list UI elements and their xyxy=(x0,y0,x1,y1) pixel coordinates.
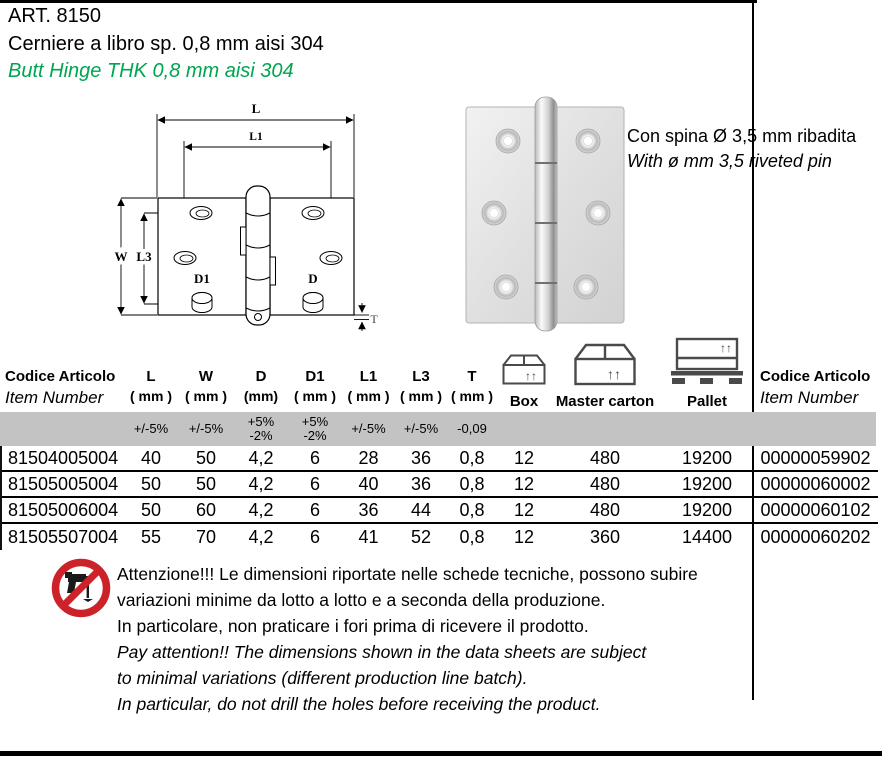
table-cell: 36 xyxy=(358,500,379,520)
table-cell: 0,8 xyxy=(459,448,485,468)
table-cell: 00000060102 xyxy=(760,500,871,520)
table-cell: 360 xyxy=(589,527,621,547)
table-cell: 81505005004 xyxy=(8,474,119,494)
table-cell: 36 xyxy=(410,448,432,468)
table-cell: 70 xyxy=(195,527,217,547)
table-cell: 40 xyxy=(358,474,379,494)
table-cell: 28 xyxy=(358,448,379,468)
item-number-header-left: Codice Articolo Item Number xyxy=(5,368,116,407)
table-cell: 6 xyxy=(309,527,320,547)
tolerance-L: +/-5% xyxy=(133,421,169,436)
warning-it-1: Attenzione!!! Le dimensioni riportate nelle schede tecniche, possono subire xyxy=(117,564,698,584)
pin-note-italian: Con spina Ø 3,5 mm ribadita xyxy=(627,126,857,146)
table-cell: 81504005004 xyxy=(8,448,119,468)
dim-label-L3: L3 xyxy=(136,249,152,264)
table-header-row xyxy=(0,341,882,411)
table-cell: 41 xyxy=(358,527,379,547)
table-cell: 0,8 xyxy=(459,500,485,520)
col-header-pallet: ↑↑ Pallet xyxy=(659,364,755,411)
table-cell: 44 xyxy=(410,500,432,520)
svg-text:↑↑: ↑↑ xyxy=(720,341,732,355)
table-cell: 4,2 xyxy=(248,474,274,494)
page-header xyxy=(8,3,324,86)
table-cell: 6 xyxy=(309,448,320,468)
pin-note-english: With ø mm 3,5 riveted pin xyxy=(627,151,832,171)
table-cell: 6 xyxy=(309,474,320,494)
tolerance-L3: +/-5% xyxy=(403,421,439,436)
table-cell: 50 xyxy=(140,474,162,494)
warning-it-2: variazioni minime da lotto a lotto e a seconda della produzione. xyxy=(117,590,606,610)
title-english: Butt Hinge THK 0,8 mm aisi 304 xyxy=(8,60,294,82)
table-cell: 19200 xyxy=(681,500,733,520)
table-cell: 19200 xyxy=(681,474,733,494)
dim-label-L1: L1 xyxy=(249,131,263,143)
bottom-border-rule xyxy=(0,751,882,756)
table-cell: 00000060202 xyxy=(760,527,871,547)
dim-label-D1: D1 xyxy=(194,271,210,286)
tolerance-D1: +5% -2% xyxy=(301,414,329,443)
table-cell: 50 xyxy=(140,500,162,520)
dim-label-L: L xyxy=(251,101,261,116)
right-border-rule xyxy=(752,0,754,700)
col-header-D1: D1 ( mm ) xyxy=(294,368,336,404)
table-cell: 12 xyxy=(513,448,535,468)
product-photo xyxy=(456,95,634,333)
dim-label-D: D xyxy=(308,271,318,286)
table-row xyxy=(2,446,878,472)
title-italian: Cerniere a libro sp. 0,8 mm aisi 304 xyxy=(8,32,324,55)
article-number: ART. 8150 xyxy=(8,5,102,27)
table-cell: 00000060002 xyxy=(760,474,871,494)
svg-text:↑↑: ↑↑ xyxy=(607,368,621,383)
no-drilling-icon xyxy=(50,557,112,619)
svg-text:↑↑: ↑↑ xyxy=(525,369,537,383)
table-cell: 4,2 xyxy=(248,527,274,547)
table-cell: 4,2 xyxy=(248,448,274,468)
table-cell: 12 xyxy=(513,527,535,547)
table-cell: 81505507004 xyxy=(8,527,119,547)
tolerance-W: +/-5% xyxy=(188,421,224,436)
warning-it-3: In particolare, non praticare i fori prima di ricevere il prodotto. xyxy=(117,616,589,636)
table-cell: 12 xyxy=(513,474,535,494)
table-row xyxy=(2,498,878,524)
table-cell: 0,8 xyxy=(459,474,485,494)
col-header-box: ↑↑ Box xyxy=(497,364,551,411)
table-row xyxy=(2,524,878,550)
warning-en-3: In particular, do not drill the holes before receiving the product. xyxy=(117,694,601,714)
hinge-photo xyxy=(466,97,624,331)
table-cell: 480 xyxy=(589,500,621,520)
col-header-T: T ( mm ) xyxy=(451,368,493,404)
table-cell: 36 xyxy=(410,474,432,494)
table-cell: 00000059902 xyxy=(760,448,871,468)
warning-en-2: to minimal variations (different production line batch). xyxy=(117,668,528,688)
col-header-L3: L3 ( mm ) xyxy=(400,368,442,404)
col-header-D: D (mm) xyxy=(243,368,279,404)
table-cell: 55 xyxy=(140,527,162,547)
table-cell: 4,2 xyxy=(248,500,274,520)
dim-label-W: W xyxy=(114,249,128,264)
box-icon xyxy=(502,352,546,390)
tolerance-band xyxy=(0,412,876,446)
table-cell: 81505006004 xyxy=(8,500,119,520)
tolerance-D: +5% -2% xyxy=(247,414,275,443)
table-cell: 14400 xyxy=(681,527,733,547)
col-header-L1: L1 ( mm ) xyxy=(347,368,390,404)
table-cell: 52 xyxy=(410,527,432,547)
tolerance-L1: +/-5% xyxy=(351,421,386,436)
master-carton-icon xyxy=(574,342,636,390)
table-cell: 480 xyxy=(589,448,621,468)
warning-text xyxy=(117,561,698,717)
table-cell: 12 xyxy=(513,500,535,520)
table-cell: 50 xyxy=(195,474,217,494)
technical-drawing xyxy=(78,98,428,348)
warning-en-1: Pay attention!! The dimensions shown in the data sheets are subject xyxy=(117,642,647,662)
table-cell: 480 xyxy=(589,474,621,494)
item-number-header-right: Codice Articolo Item Number xyxy=(760,368,871,407)
col-header-master-carton: ↑↑ Master carton xyxy=(551,364,659,411)
table-cell: 50 xyxy=(195,448,217,468)
table-cell: 6 xyxy=(309,500,320,520)
table-cell: 0,8 xyxy=(459,527,485,547)
table-cell: 40 xyxy=(140,448,162,468)
table-row xyxy=(2,472,878,498)
col-header-L: L ( mm ) xyxy=(130,368,172,404)
col-header-W: W ( mm ) xyxy=(185,368,227,404)
table-cell: 60 xyxy=(195,500,217,520)
pallet-icon xyxy=(670,337,744,391)
tolerance-T: -0,09 xyxy=(457,421,487,436)
dim-label-T: T xyxy=(370,312,378,326)
pin-note xyxy=(627,124,856,174)
table-rows xyxy=(0,446,878,550)
table-cell: 19200 xyxy=(681,448,733,468)
